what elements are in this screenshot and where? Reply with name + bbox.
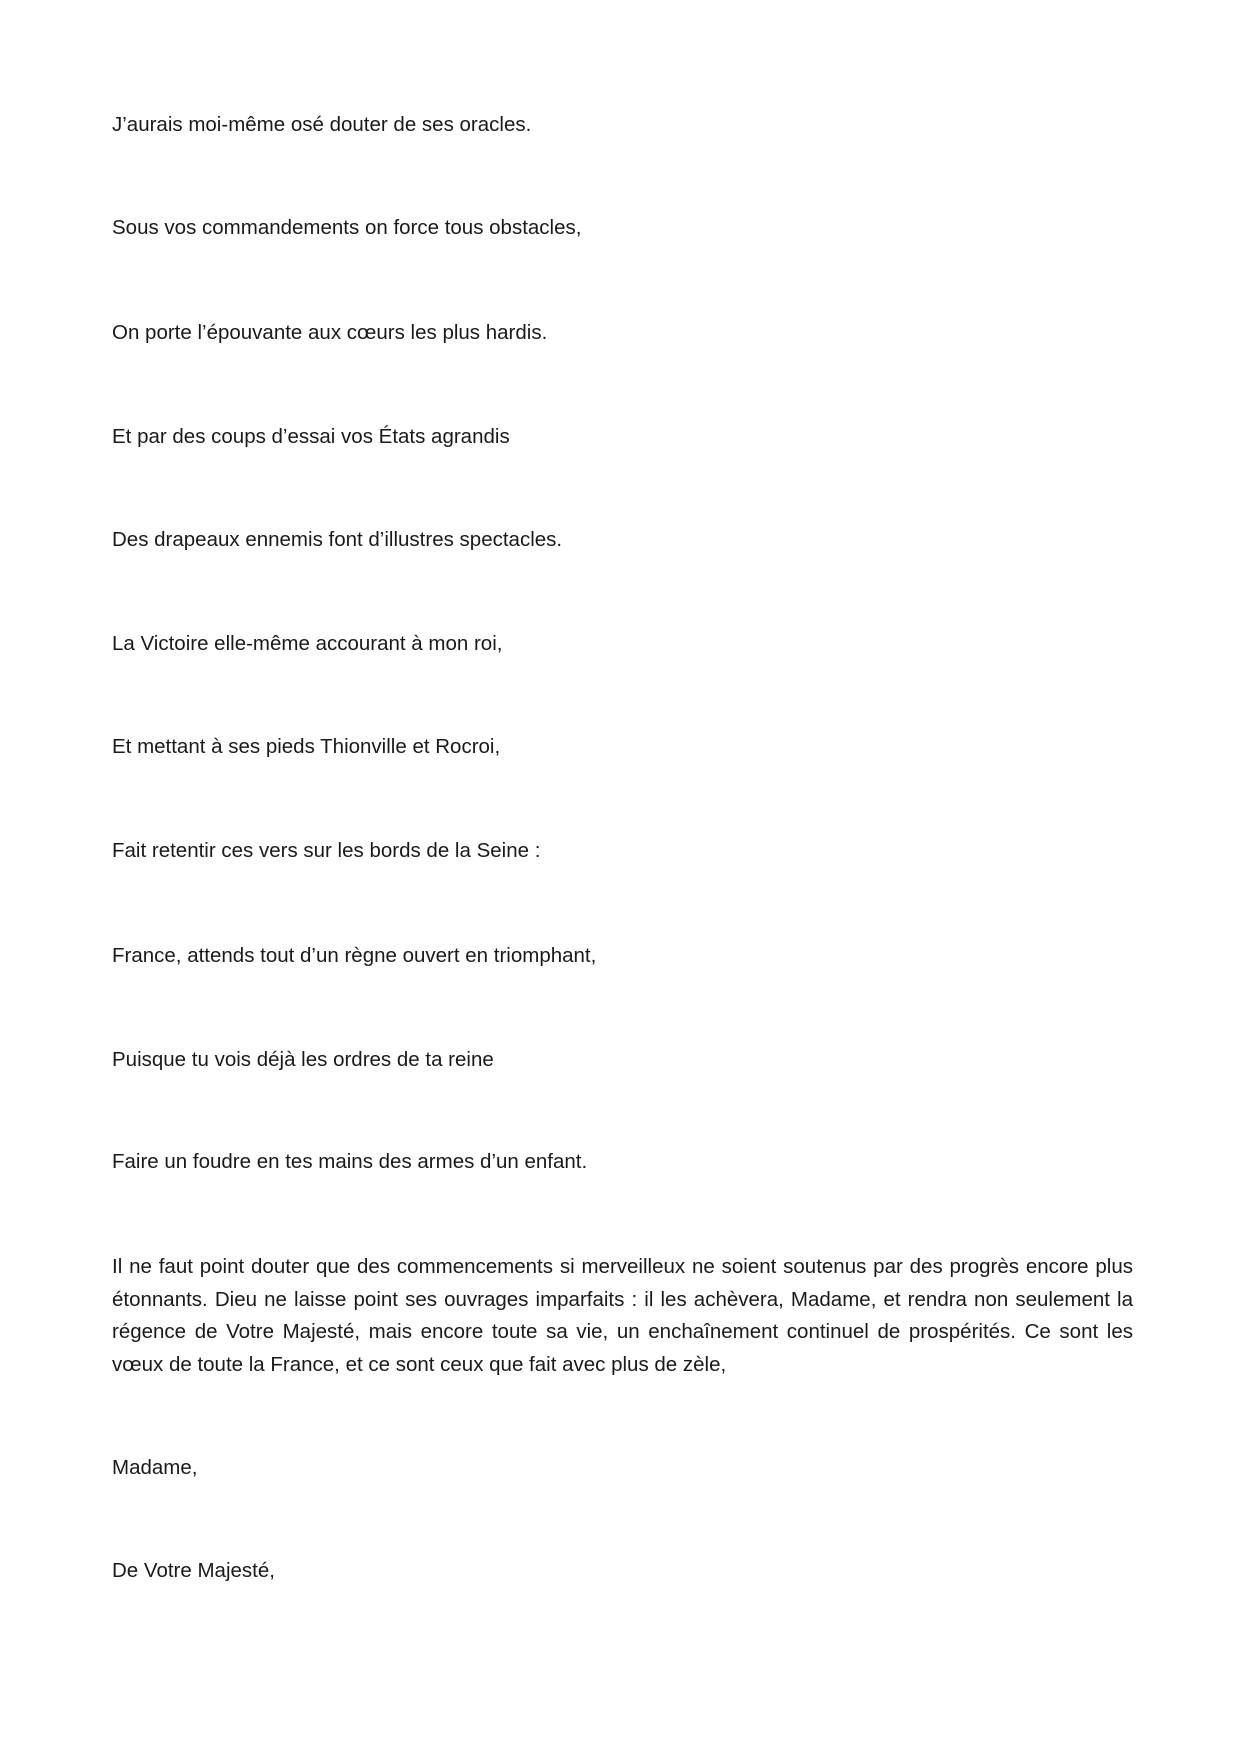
verse-line: Et mettant à ses pieds Thionville et Rocroi, [112, 735, 501, 758]
body-paragraph: Il ne faut point douter que des commencements si merveilleux ne soient soutenus par des progrès encore plus étonnants. Dieu ne laisse point ses ouvrages imparfaits : il les achèvera, Madame, et rendra non seulement la régence de Votre Majesté, mais encore toute sa vie, un enchaînement continuel de prospérités. Ce sont les vœux de toute la France, et ce sont ceux que fait avec plus de zèle, [112, 1255, 1133, 1376]
verse-line: Et par des coups d’essai vos États agrandis [112, 425, 510, 448]
verse-line: Puisque tu vois déjà les ordres de ta reine [112, 1048, 494, 1071]
verse-line: On porte l’épouvante aux cœurs les plus hardis. [112, 321, 548, 344]
verse-line: La Victoire elle-même accourant à mon roi, [112, 632, 503, 655]
salutation: Madame, [112, 1456, 198, 1479]
closing-line: De Votre Majesté, [112, 1559, 275, 1582]
verse-line: Fait retentir ces vers sur les bords de la Seine : [112, 839, 541, 862]
verse-line: J’aurais moi-même osé douter de ses oracles. [112, 113, 532, 136]
verse-line: France, attends tout d’un règne ouvert en triomphant, [112, 944, 597, 967]
verse-line: Des drapeaux ennemis font d’illustres spectacles. [112, 528, 563, 551]
verse-line: Sous vos commandements on force tous obstacles, [112, 216, 582, 239]
verse-line: Faire un foudre en tes mains des armes d’un enfant. [112, 1150, 588, 1173]
